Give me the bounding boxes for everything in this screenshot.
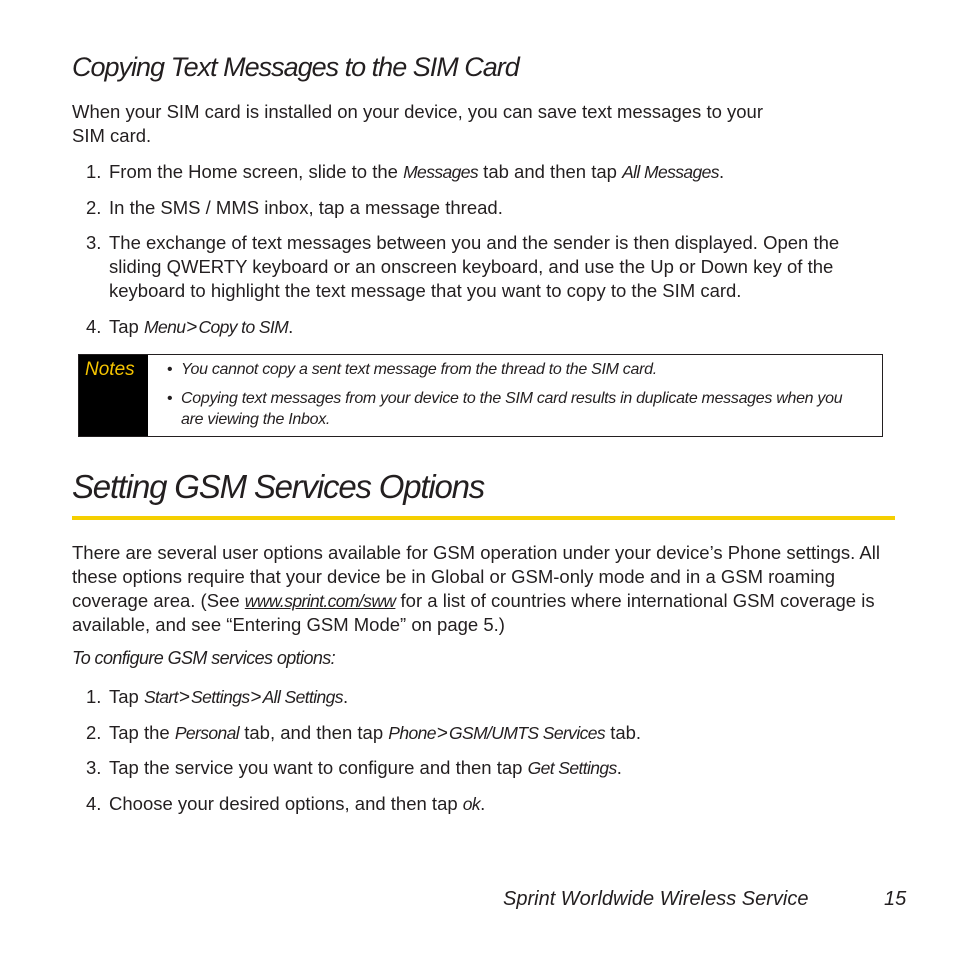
bullet-icon: • (167, 361, 173, 378)
note-text: Copying text messages from your device to the SIM card results in duplicate messages when you are viewing the Inbox. (181, 390, 843, 428)
step-number: 4. (86, 793, 102, 814)
ui-label-ok: ok (462, 794, 481, 814)
note-text: You cannot copy a sent text message from the thread to the SIM card. (181, 361, 657, 378)
list-item (86, 231, 896, 303)
list-item (86, 685, 896, 710)
ui-label-messages: Messages (403, 162, 479, 182)
chevron-separator: > (250, 687, 262, 708)
step-text: Choose your desired options, and then tap ok. (109, 793, 486, 814)
note-item (167, 388, 861, 430)
gsm-intro-paragraph: There are several user options available for GSM operation under your device’s Phone settings. All these options require that your device be in Global or GSM-only mode and in a GSM roaming coverage area. (See www.sprint.com/sww for a list of countries where international GSM coverage is available, and see “Entering GSM Mode” on page 5.) (72, 542, 880, 635)
step-text: The exchange of text messages between you and the sender is then displayed. Open the sliding QWERTY keyboard or an onscreen keyboard, and use the Up or Down key of the keyboard to highlight the text message that you want to copy to the SIM card. (109, 232, 840, 301)
step-text: From the Home screen, slide to the Messages tab and then tap All Messages. (109, 161, 725, 182)
page-number: 15 (884, 888, 907, 910)
list-item (86, 721, 896, 746)
list-item (86, 160, 896, 184)
ui-label-start: Start (143, 687, 178, 707)
ui-label-phone: Phone (388, 723, 436, 743)
step-text: Tap the service you want to configure and then tap Get Settings. (109, 757, 622, 778)
ui-label-settings: Settings (191, 687, 250, 707)
step-number: 3. (86, 232, 102, 253)
procedure-subhead: To configure GSM services options: (72, 648, 336, 668)
list-item (86, 315, 896, 340)
step-text: Tap the Personal tab, and then tap Phone>GSM/UMTS Services tab. (109, 722, 642, 744)
ui-label-get-settings: Get Settings (527, 758, 617, 778)
step-text: Tap Menu>Copy to SIM. (109, 316, 294, 338)
ui-label-personal: Personal (174, 723, 240, 743)
ui-label-copy-to-sim: Copy to SIM (198, 317, 289, 337)
ui-label-all-messages: All Messages (622, 162, 719, 182)
step-number: 1. (86, 161, 102, 182)
intro-paragraph (72, 100, 892, 148)
notes-box (78, 354, 883, 437)
step-number: 2. (86, 197, 102, 218)
list-item (86, 792, 896, 816)
ui-label-all-settings: All Settings (262, 687, 343, 707)
chevron-separator: > (178, 687, 191, 708)
step-text: In the SMS / MMS inbox, tap a message thread. (109, 197, 503, 218)
step-text: Tap Start>Settings>All Settings. (109, 686, 349, 708)
heading-underline (72, 516, 895, 520)
step-number: 1. (86, 686, 102, 707)
section-heading-copying-sms: Copying Text Messages to the SIM Card (72, 52, 519, 82)
sprint-sww-link[interactable]: www.sprint.com/sww (244, 591, 396, 611)
step-number: 2. (86, 722, 102, 743)
step-number: 4. (86, 316, 102, 337)
note-item (167, 359, 861, 380)
ui-label-menu: Menu (143, 317, 186, 337)
chevron-separator: > (436, 723, 448, 744)
bullet-icon: • (167, 390, 173, 407)
notes-label: Notes (79, 355, 148, 436)
section-heading-gsm-services: Setting GSM Services Options (72, 468, 485, 505)
chevron-separator: > (186, 317, 198, 338)
list-item (86, 756, 896, 780)
list-item (86, 196, 896, 220)
step-number: 3. (86, 757, 102, 778)
intro-line-1: When your SIM card is installed on your device, you can save text messages to your (72, 101, 763, 122)
ui-label-gsm-umts-services: GSM/UMTS Services (448, 723, 606, 743)
footer-title: Sprint Worldwide Wireless Service (503, 888, 809, 910)
intro-line-2: SIM card. (72, 125, 152, 146)
